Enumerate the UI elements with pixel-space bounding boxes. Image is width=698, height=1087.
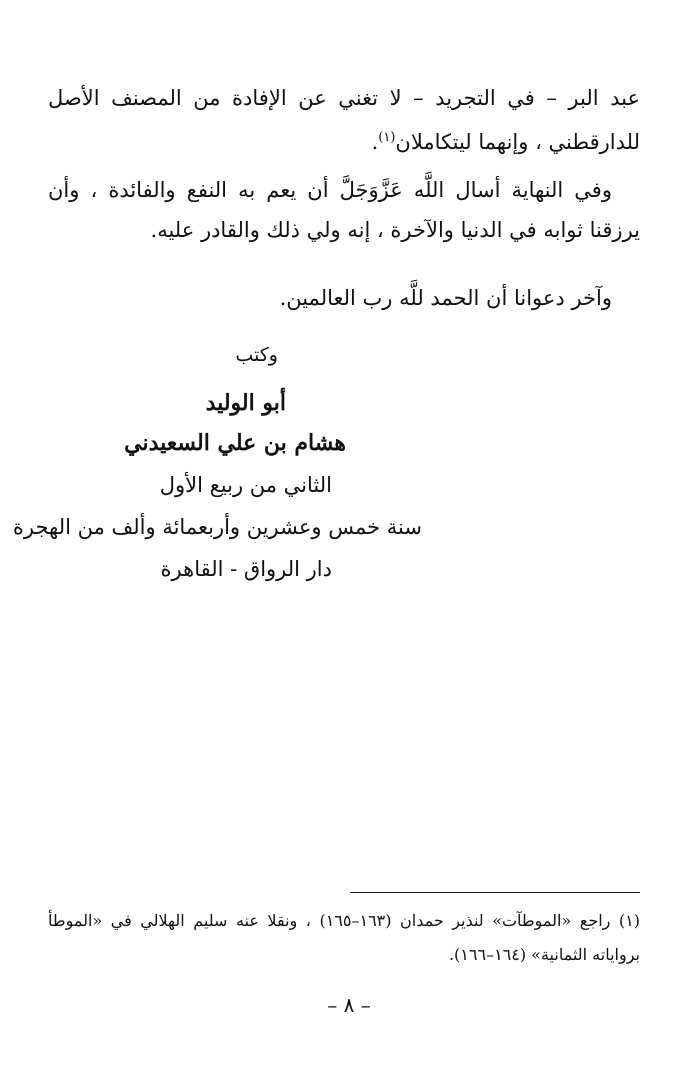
footnote: (١) راجع «الموطآت» لنذير حمدان (١٦٣–١٦٥) ، ونقلا عنه سليم الهلالي في «الموطأ برواياته الثمانية» (١٦٤–١٦٦). [48,911,640,964]
paragraph-intro-end [48,78,640,162]
signature-date-line1: الثاني من ربيع الأول [159,473,332,497]
paragraph-text: عبد البر – في التجريد – لا تغني عن الإفادة من المصنف الأصل للدارقطني ، وإنهما ليتكاملان [48,86,640,154]
signature-wrote: وكتب [235,344,278,366]
signature-kunya: أبو الوليد [205,390,286,416]
footnote-separator [350,892,640,893]
signature-date-line2: سنة خمس وعشرين وأربعمائة وألف من الهجرة [12,515,422,539]
signature-name: هشام بن علي السعيدني [124,430,346,456]
footnote-reference: (١) [378,130,396,145]
paragraph-prayer: وفي النهاية أسال اللَّه عَزَّوَجَلَّ أن يعم به النفع والفائدة ، وأن يرزقنا ثوابه في الدنيا والآخرة ، إنه ولي ذلك والقادر عليه. [48,178,640,242]
signature-place: دار الرواق - القاهرة [160,557,332,581]
page-number: – ٨ – [327,993,371,1017]
paragraph-period: . [371,130,379,154]
paragraph-closing: وآخر دعوانا أن الحمد للَّه رب العالمين. [279,286,612,310]
